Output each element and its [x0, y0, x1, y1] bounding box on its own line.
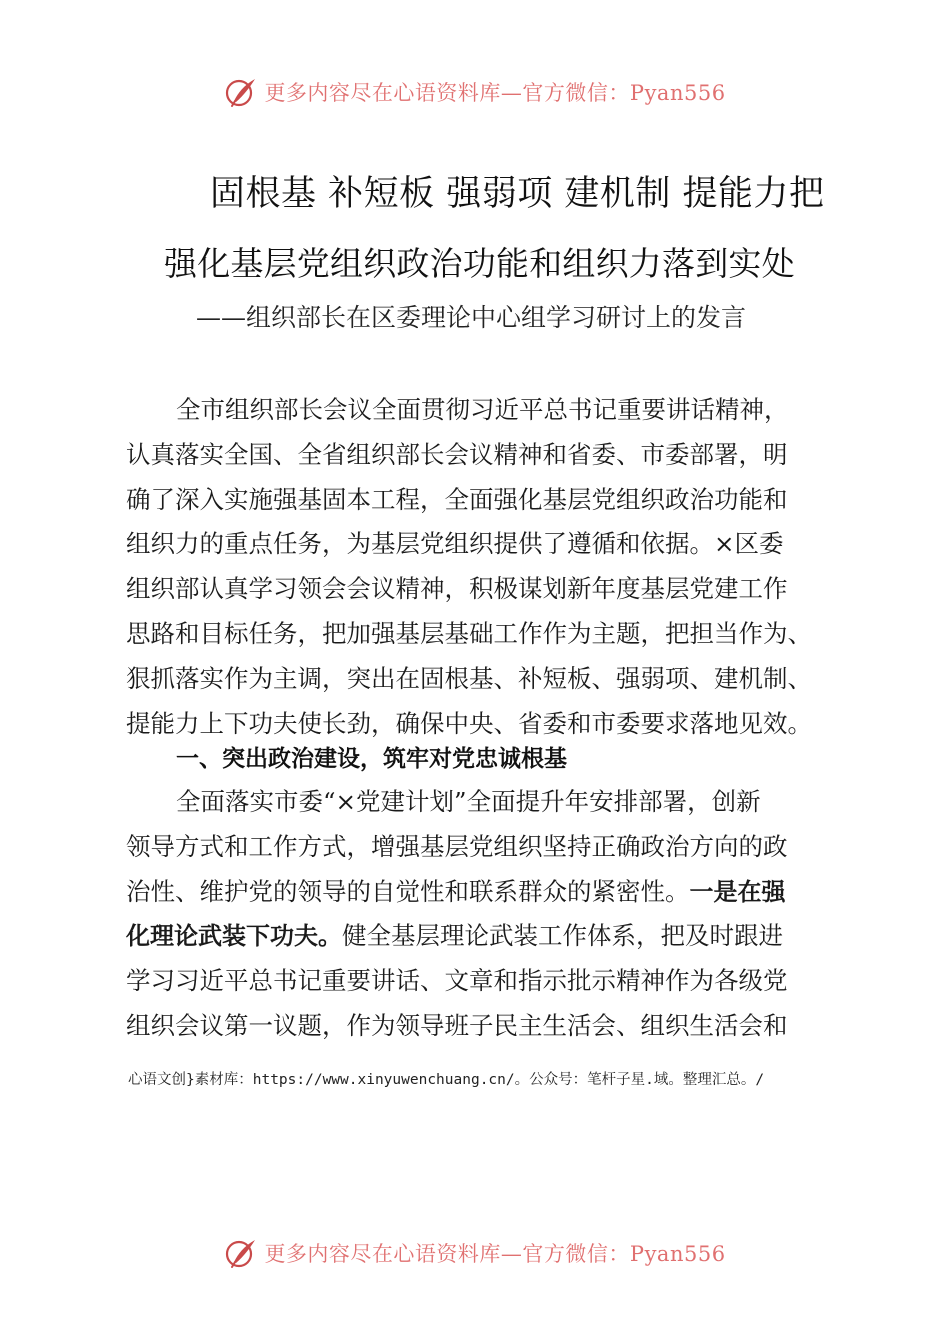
section-1-paragraph [126, 780, 826, 1049]
text-line: 确了深入实施强基固本工程，全面强化基层党组织政治功能和 [126, 484, 788, 514]
bottom-banner [0, 1233, 950, 1273]
source-footnote: 心语文创}素材库：https://www.xinyuwenchuang.cn/。公众号：笔杆子星.域。整理汇总。/ [128, 1072, 765, 1088]
title-line-2: 强化基层党组织政治功能和组织力落到实处 [164, 244, 795, 283]
intro-paragraph [126, 388, 826, 746]
text-line: 组织部认真学习领会会议精神，积极谋划新年度基层党建工作 [126, 574, 788, 604]
text-line: 狠抓落实作为主调，突出在固根基、补短板、强弱项、建机制、 [126, 663, 812, 693]
banner-text: 更多内容尽在心语资料库—官方微信：Pyan556 [264, 1242, 726, 1266]
text-line: 提能力上下功夫使长劲，确保中央、省委和市委要求落地见效。 [126, 708, 812, 738]
quill-pen-logo-icon [224, 1236, 258, 1270]
text-line: 全面落实市委“×党建计划”全面提升年安排部署，创新 [176, 787, 761, 816]
subtitle: ——组织部长在区委理论中心组学习研讨上的发言 [196, 303, 747, 332]
text-segment: 健全基层理论武装工作体系，把及时跟进 [342, 921, 783, 951]
text-line: 学习习近平总书记重要讲话、文章和指示批示精神作为各级党 [126, 966, 788, 996]
text-segment: 治性、维护党的领导的自觉性和联系群众的紧密性。 [126, 876, 690, 906]
top-banner [0, 72, 950, 112]
section-heading-1: 一、突出政治建设，筑牢对党忠诚根基 [176, 746, 567, 772]
quill-pen-logo-icon [224, 75, 258, 109]
text-line: 领导方式和工作方式，增强基层党组织坚持正确政治方向的政 [126, 831, 788, 861]
text-line: 组织会议第一议题，作为领导班子民主生活会、组织生活会和 [126, 1010, 788, 1040]
text-line [126, 870, 826, 915]
text-line: 思路和目标任务，把加强基层基础工作作为主题，把担当作为、 [126, 618, 812, 648]
bold-lead: 一是在强 [689, 877, 786, 906]
text-line [126, 914, 826, 959]
text-line: 认真落实全国、全省组织部长会议精神和省委、市委部署，明 [126, 439, 788, 469]
text-line: 全市组织部长会议全面贯彻习近平总书记重要讲话精神， [176, 395, 789, 424]
title-line-1: 固根基 补短板 强弱项 建机制 提能力把 [210, 174, 825, 214]
banner-text: 更多内容尽在心语资料库—官方微信：Pyan556 [264, 81, 726, 105]
text-line: 组织力的重点任务，为基层党组织提供了遵循和依据。×区委 [126, 529, 784, 559]
bold-lead-continued: 化理论武装下功夫。 [126, 922, 342, 951]
